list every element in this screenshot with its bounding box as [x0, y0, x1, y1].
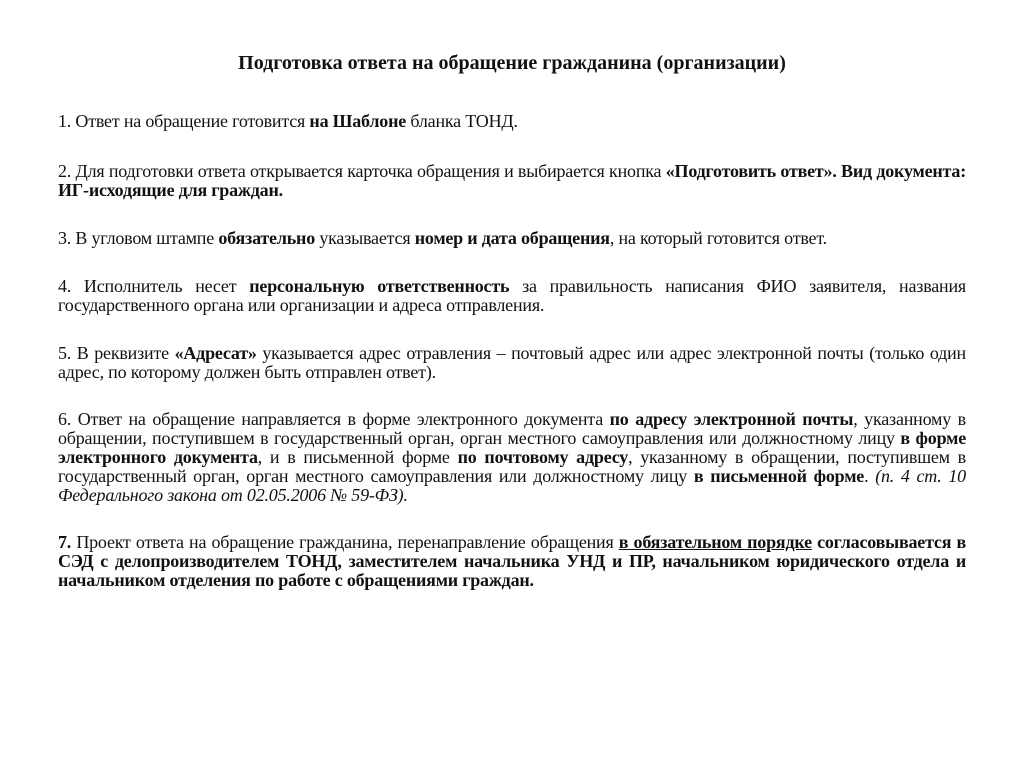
paragraph-4 [58, 277, 966, 315]
text-segment: за правильность написания ФИО заявителя, названия государственного органа или организации и адреса отправления. [58, 276, 966, 315]
text-segment: в форме электронного документа [58, 428, 966, 467]
text-segment: по адресу электронной почты [609, 409, 854, 429]
text-segment: . [864, 466, 876, 486]
text-segment: на Шаблоне [309, 111, 407, 131]
text-segment: , на который готовится ответ. [609, 228, 827, 248]
text-segment: по почтовому адресу [457, 447, 629, 467]
text-segment: , и в письменной форме [257, 447, 458, 467]
text-segment: в письменной форме [693, 466, 865, 486]
text-segment: «Подготовить ответ». Вид документа: ИГ-исходящие для граждан. [58, 161, 966, 200]
text-segment: номер и дата обращения [414, 228, 610, 248]
paragraph-5 [58, 344, 966, 382]
text-segment: «Адресат» [174, 343, 257, 363]
text-segment: указывается [315, 228, 415, 248]
paragraph-2 [58, 162, 966, 200]
text-segment: 5. В реквизите [58, 343, 175, 363]
text-segment: согласовывается в СЭД с делопроизводителем ТОНД, заместителем начальника УНД и ПР, начальником юридического отдела и начальником отделения по работе с обращениями граждан. [58, 532, 966, 590]
text-segment: персональную ответственность [249, 276, 510, 296]
paragraph-7 [58, 533, 966, 590]
page-title: Подготовка ответа на обращение гражданина (организации) [238, 52, 786, 74]
text-segment: 6. Ответ на обращение направляется в форме электронного документа [58, 409, 610, 429]
text-segment: , указанному в обращении, поступившем в государственный орган, орган местного самоуправления или должностному лицу [58, 447, 966, 486]
paragraph-3 [58, 229, 966, 248]
text-segment: 2. Для подготовки ответа открывается карточка обращения и выбирается кнопка [58, 161, 666, 181]
text-segment: , указанному в обращении, поступившем в государственный орган, орган местного самоуправления или должностному лицу [58, 409, 966, 448]
text-segment: указывается адрес отравления – почтовый адрес или адрес электронной почты (только один адрес, по которому должен быть отправлен ответ). [58, 343, 966, 382]
paragraph-6 [58, 410, 966, 505]
text-segment: (п. 4 ст. 10 Федерального закона от 02.05.2006 № 59-ФЗ). [58, 466, 966, 505]
text-segment: 4. Исполнитель несет [58, 276, 250, 296]
text-segment: бланка ТОНД. [406, 111, 518, 131]
text-segment: Проект ответа на обращение гражданина, перенаправление обращения [71, 532, 619, 552]
text-segment: 1. Ответ на обращение готовится [58, 111, 310, 131]
paragraph-1 [58, 112, 966, 131]
text-segment: обязательно [218, 228, 316, 248]
text-segment: 7. [58, 532, 72, 552]
text-segment: 3. В угловом штампе [58, 228, 219, 248]
text-segment: в обязательном порядке [618, 532, 812, 552]
